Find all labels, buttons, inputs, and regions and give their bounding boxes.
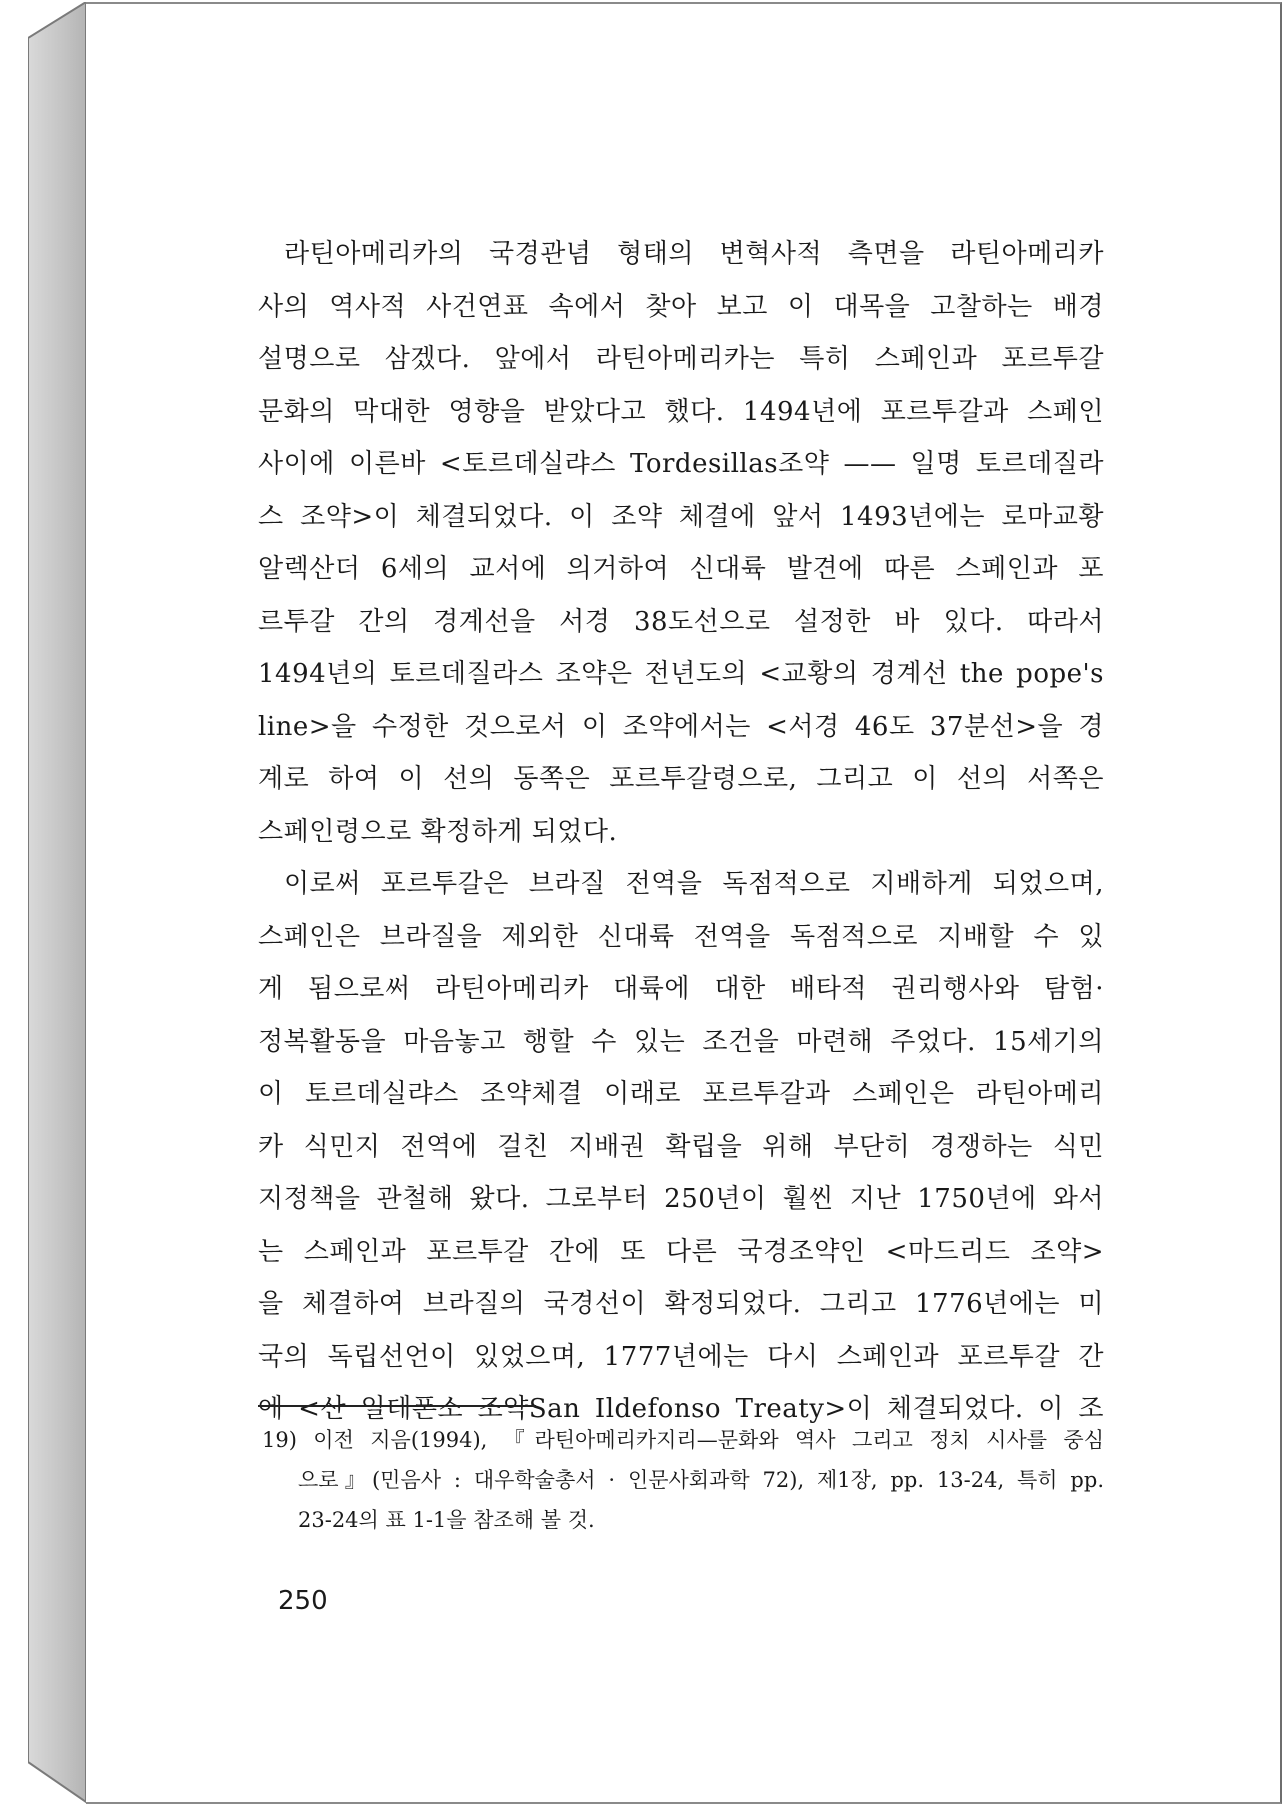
body-line: 사이에 이른바 <토르데실랴스 Tordesillas조약 —— 일명 토르데질라 — [258, 449, 1104, 479]
book-spine — [28, 2, 88, 1804]
body-line: 문화의 막대한 영향을 받았다고 했다. 1494년에 포르투갈과 스페인 — [258, 396, 1104, 427]
body-line: 카 식민지 전역에 걸친 지배권 확립을 위해 부단히 경쟁하는 식민 — [258, 1131, 1104, 1162]
body-line: line>을 수정한 것으로서 이 조약에서는 <서경 46도 37분선>을 경 — [258, 711, 1104, 742]
body-line: 1494년의 토르데질라스 조약은 전년도의 <교황의 경계선 the pope's — [258, 659, 1104, 689]
footnote-line: 으로』(민음사 : 대우학술총서 · 인문사회과학 72), 제1장, pp. 13-24, 특히 pp. — [298, 1468, 1104, 1492]
body-line: 스페인령으로 확정하게 되었다. — [258, 816, 618, 847]
body-text — [258, 228, 1104, 1436]
body-line: 을 체결하여 브라질의 국경선이 확정되었다. 그리고 1776년에는 미 — [258, 1289, 1104, 1319]
footnote-rule — [258, 1405, 536, 1407]
footnote-line: 23-24의 표 1-1을 참조해 볼 것. — [298, 1508, 595, 1532]
body-line: 지정책을 관철해 왔다. 그로부터 250년이 훨씬 지난 1750년에 와서 — [258, 1184, 1104, 1214]
body-line: 이 토르데실랴스 조약체결 이래로 포르투갈과 스페인은 라틴아메리 — [258, 1079, 1104, 1109]
body-line: 게 됨으로써 라틴아메리카 대륙에 대한 배타적 권리행사와 탐험· — [258, 974, 1104, 1004]
body-line: 이로써 포르투갈은 브라질 전역을 독점적으로 지배하게 되었으며, — [284, 869, 1104, 899]
body-line: 알렉산더 6세의 교서에 의거하여 신대륙 발견에 따른 스페인과 포 — [258, 554, 1104, 584]
page-number: 250 — [278, 1586, 328, 1616]
body-line: 정복활동을 마음놓고 행할 수 있는 조건을 마련해 주었다. 15세기의 — [258, 1026, 1104, 1057]
body-line: 국의 독립선언이 있었으며, 1777년에는 다시 스페인과 포르투갈 간 — [258, 1341, 1104, 1372]
footnote-line: 19) 이전 지음(1994), 『라틴아메리카지리—문화와 역사 그리고 정치 시사를 중심 — [262, 1428, 1104, 1452]
body-line: 사의 역사적 사건연표 속에서 찾아 보고 이 대목을 고찰하는 배경 — [258, 291, 1104, 322]
footnote — [262, 1420, 1104, 1540]
body-line: 설명으로 삼겠다. 앞에서 라틴아메리카는 특히 스페인과 포르투갈 — [258, 344, 1104, 374]
body-line: 라틴아메리카의 국경관념 형태의 변혁사적 측면을 라틴아메리카 — [284, 239, 1104, 269]
body-line: 는 스페인과 포르투갈 간에 또 다른 국경조약인 <마드리드 조약> — [258, 1236, 1104, 1267]
body-line: 스페인은 브라질을 제외한 신대륙 전역을 독점적으로 지배할 수 있 — [258, 921, 1104, 952]
body-line: 스 조약>이 체결되었다. 이 조약 체결에 앞서 1493년에는 로마교황 — [258, 501, 1104, 532]
body-line: 에 <산 일데폰소 조약San Ildefonso Treaty>이 체결되었다. 이 조 — [258, 1394, 1104, 1424]
body-line: 계로 하여 이 선의 동쪽은 포르투갈령으로, 그리고 이 선의 서쪽은 — [258, 764, 1104, 794]
body-line: 르투갈 간의 경계선을 서경 38도선으로 설정한 바 있다. 따라서 — [258, 606, 1104, 637]
